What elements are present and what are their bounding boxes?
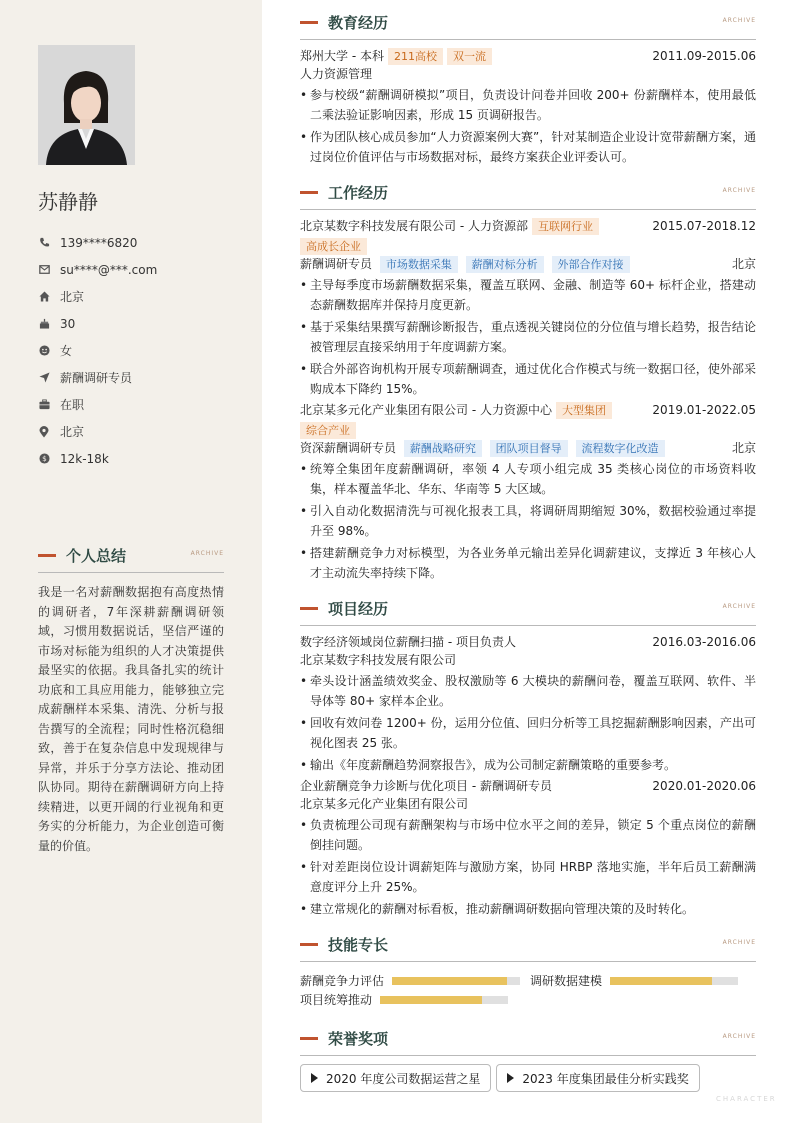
summary-archive-label: ARCHIVE <box>190 550 224 557</box>
skill-level-fill <box>380 996 482 1004</box>
project-entry <box>300 777 756 919</box>
contact-gender <box>38 337 228 364</box>
list-item: • 参与校级“薪酬调研模拟”项目，负责设计问卷并回收 200+ 份薪酬样本，使用最低二乘法验证影响因素，形成 15 页调研报告。 <box>300 85 756 125</box>
award-badge <box>300 1064 491 1092</box>
list-item: • 针对差距岗位设计调薪矩阵与激励方案，协同 HRBP 落地实施，半年后员工薪酬满意度评分上升 25%。 <box>300 857 756 897</box>
section-divider <box>300 1055 756 1056</box>
skill-tag: 薪酬对标分析 <box>466 256 544 273</box>
skill-level-bar <box>380 996 508 1004</box>
skill-level-fill <box>392 977 507 985</box>
section-accent-bar <box>300 1037 318 1040</box>
skill-level-fill <box>610 977 712 985</box>
briefcase-icon <box>38 399 50 411</box>
school-tag: 双一流 <box>447 48 492 65</box>
list-item: • 基于采集结果撰写薪酬诊断报告，重点透视关键岗位的分位值与增长趋势，报告结论被管理层直接采纳用于年度调薪方案。 <box>300 317 756 357</box>
education-header <box>300 11 756 33</box>
education-major <box>300 65 756 83</box>
skills-section <box>300 933 756 1009</box>
contact-phone-value: 139****6820 <box>60 235 138 250</box>
skills-list <box>300 971 756 1009</box>
contact-position-value: 薪酬调研专员 <box>60 371 133 385</box>
contact-location <box>38 418 228 445</box>
job-entry-head <box>300 401 756 439</box>
watermark: CHARACTER <box>716 1095 777 1103</box>
section-accent-bar <box>300 191 318 194</box>
play-icon <box>311 1073 318 1083</box>
work-title: 工作经历 <box>328 183 389 202</box>
award-name: 2020 年度公司数据运营之星 <box>326 1071 481 1086</box>
contact-list <box>38 229 228 472</box>
projects-archive-label: ARCHIVE <box>722 603 756 610</box>
job-entry <box>300 217 756 399</box>
send-icon <box>38 372 50 384</box>
project-org-line <box>300 795 756 813</box>
work-header <box>300 181 756 203</box>
skill-row <box>300 971 756 990</box>
company-tag: 高成长企业 <box>300 238 367 255</box>
awards-list <box>300 1064 756 1092</box>
job-role: 资深薪酬调研专员 <box>300 441 397 455</box>
cake-icon <box>38 318 50 330</box>
project-entry-head <box>300 777 756 795</box>
avatar <box>38 45 135 165</box>
location-icon <box>38 426 50 438</box>
project-bullets <box>300 671 756 775</box>
list-item: • 引入自动化数据清洗与可视化报表工具，将调研周期缩短 30%，数据校验通过率提升至 98%。 <box>300 501 756 541</box>
project-bullets <box>300 815 756 919</box>
home-icon <box>38 291 50 303</box>
skill-item <box>300 991 508 1008</box>
award-name: 2023 年度集团最佳分析实践奖 <box>522 1071 689 1086</box>
job-role: 薪酬调研专员 <box>300 257 373 271</box>
company-tag: 互联网行业 <box>532 218 599 235</box>
summary-header <box>38 544 224 566</box>
summary-title: 个人总结 <box>66 546 127 565</box>
list-item: • 建立常规化的薪酬对标看板，推动薪酬调研数据向管理决策的及时转化。 <box>300 899 756 919</box>
contact-status <box>38 391 228 418</box>
education-section <box>300 11 756 167</box>
contact-home <box>38 283 228 310</box>
skill-item <box>530 972 738 989</box>
company-tag: 大型集团 <box>556 402 612 419</box>
company-name: 北京某多元化产业集团有限公司 - 人力资源中心 <box>300 403 552 417</box>
svg-text:$: $ <box>41 454 47 464</box>
skill-tag: 外部合作对接 <box>552 256 630 273</box>
projects-title: 项目经历 <box>328 599 389 618</box>
section-accent-bar <box>300 21 318 24</box>
skill-tag: 薪酬战略研究 <box>404 440 482 457</box>
job-city: 北京 <box>731 441 756 455</box>
list-item: • 作为团队核心成员参加“人力资源案例大赛”，针对某制造企业设计宽带薪酬方案，通过岗位价值评估与市场数据对标，最终方案获企业评委认可。 <box>300 127 756 167</box>
mail-icon <box>38 264 50 276</box>
summary-section <box>38 544 224 856</box>
person-name: 苏静静 <box>38 190 98 214</box>
awards-header <box>300 1027 756 1049</box>
contact-salary <box>38 445 228 472</box>
list-item: • 负责梳理公司现有薪酬架构与市场中位水平之间的差异，锁定 5 个重点岗位的薪酬倒挂问题。 <box>300 815 756 855</box>
contact-phone <box>38 229 228 256</box>
school-name: 郑州大学 - 本科 <box>300 49 384 63</box>
project-name: 数字经济领域岗位薪酬扫描 - 项目负责人 <box>300 635 516 649</box>
skill-tag: 团队项目督导 <box>490 440 568 457</box>
contact-gender-value: 女 <box>60 344 73 358</box>
job-bullets <box>300 275 756 399</box>
list-item: • 联合外部咨询机构开展专项薪酬调查，通过优化合作模式与统一数据口径，使外部采购成本下降约 15%。 <box>300 359 756 399</box>
project-org-line <box>300 651 756 669</box>
project-name: 企业薪酬竞争力诊断与优化项目 - 薪酬调研专员 <box>300 779 552 793</box>
job-date: 2019.01-2022.05 <box>652 403 756 417</box>
awards-section <box>300 1027 756 1092</box>
profile-photo <box>38 45 135 165</box>
awards-title: 荣誉奖项 <box>328 1029 389 1048</box>
list-item: • 牵头设计涵盖绩效奖金、股权激励等 6 大模块的薪酬问卷，覆盖互联网、软件、半导体等 80+ 家样本企业。 <box>300 671 756 711</box>
contact-salary-value: 12k-18k <box>60 451 109 466</box>
contact-position <box>38 364 228 391</box>
skill-level-bar <box>392 977 520 985</box>
job-date: 2015.07-2018.12 <box>652 219 756 233</box>
company-tag: 综合产业 <box>300 422 356 439</box>
project-org: 北京某多元化产业集团有限公司 <box>300 797 469 811</box>
company-name: 北京某数字科技发展有限公司 - 人力资源部 <box>300 219 528 233</box>
section-accent-bar <box>300 607 318 610</box>
projects-header <box>300 597 756 619</box>
project-org: 北京某数字科技发展有限公司 <box>300 653 457 667</box>
section-accent-bar <box>38 554 56 557</box>
section-divider <box>300 961 756 962</box>
list-item: • 主导每季度市场薪酬数据采集，覆盖互联网、金融、制造等 60+ 标杆企业，搭建动态薪酬数据库并保持月度更新。 <box>300 275 756 315</box>
play-icon <box>507 1073 514 1083</box>
skill-tag: 流程数字化改造 <box>576 440 665 457</box>
contact-email-value: su****@***.com <box>60 262 158 277</box>
skill-level-bar <box>610 977 738 985</box>
skill-name: 项目统筹推动 <box>300 993 373 1007</box>
section-divider <box>38 572 224 573</box>
job-entry <box>300 401 756 583</box>
project-entry <box>300 633 756 775</box>
salary-icon <box>38 453 50 465</box>
list-item: • 输出《年度薪酬趋势洞察报告》，成为公司制定薪酬策略的重要参考。 <box>300 755 756 775</box>
section-divider <box>300 625 756 626</box>
contact-age-value: 30 <box>60 316 76 331</box>
skill-row <box>300 990 756 1009</box>
job-bullets <box>300 459 756 583</box>
skill-name: 薪酬竞争力评估 <box>300 974 385 988</box>
gender-icon <box>38 345 50 357</box>
education-entry-head <box>300 47 756 65</box>
skill-name: 调研数据建模 <box>530 974 603 988</box>
work-section <box>300 181 756 583</box>
section-divider <box>300 209 756 210</box>
skill-item <box>300 972 520 989</box>
contact-email <box>38 256 228 283</box>
job-entry-head <box>300 217 756 255</box>
job-city: 北京 <box>731 257 756 271</box>
education-bullets <box>300 85 756 167</box>
sidebar <box>0 0 262 1123</box>
contact-location-value: 北京 <box>60 425 85 439</box>
work-archive-label: ARCHIVE <box>722 187 756 194</box>
contact-status-value: 在职 <box>60 398 85 412</box>
school-tag: 211高校 <box>388 48 443 65</box>
project-entry-head <box>300 633 756 651</box>
award-badge <box>496 1064 699 1092</box>
skill-tag: 市场数据采集 <box>380 256 458 273</box>
section-divider <box>300 39 756 40</box>
job-role-line <box>300 255 756 273</box>
list-item: • 回收有效问卷 1200+ 份，运用分位值、回归分析等工具挖掘薪酬影响因素，产出可视化图表 25 张。 <box>300 713 756 753</box>
job-role-line <box>300 439 756 457</box>
education-title: 教育经历 <box>328 13 389 32</box>
project-date: 2016.03-2016.06 <box>652 635 756 649</box>
education-date: 2011.09-2015.06 <box>652 49 756 63</box>
education-archive-label: ARCHIVE <box>722 17 756 24</box>
awards-archive-label: ARCHIVE <box>722 1033 756 1040</box>
phone-icon <box>38 237 50 249</box>
section-accent-bar <box>300 943 318 946</box>
projects-section <box>300 597 756 919</box>
major-name: 人力资源管理 <box>300 67 373 81</box>
contact-age <box>38 310 228 337</box>
skills-title: 技能专长 <box>328 935 389 954</box>
skills-archive-label: ARCHIVE <box>722 939 756 946</box>
contact-home-value: 北京 <box>60 290 85 304</box>
list-item: • 搭建薪酬竞争力对标模型，为各业务单元输出差异化调薪建议，支撑近 3 年核心人才主动流失率持续下降。 <box>300 543 756 583</box>
skills-header <box>300 933 756 955</box>
summary-text: 我是一名对薪酬数据抱有高度热情的调研者，7年深耕薪酬调研领域，习惯用数据说话，坚信严谨的市场对标能为组织的人才决策提供最坚实的依据。我具备扎实的统计功底和工具应用能力，能够独立完成薪酬样本采集、清洗、分析与报告撰写的全流程；同时性格沉稳细致，善于在复杂信息中发现规律与异常，并乐于分享方法论、推动团队协同。期待在薪酬调研方向上持续精进，以更开阔的行业视角和更务实的分析能力，为企业创造可衡量的价值。 <box>38 585 224 853</box>
project-date: 2020.01-2020.06 <box>652 779 756 793</box>
list-item: • 统筹全集团年度薪酬调研，率领 4 人专项小组完成 35 类核心岗位的市场资料收集，样本覆盖华北、华东、华南等 5 大区域。 <box>300 459 756 499</box>
main-content <box>300 11 756 1092</box>
